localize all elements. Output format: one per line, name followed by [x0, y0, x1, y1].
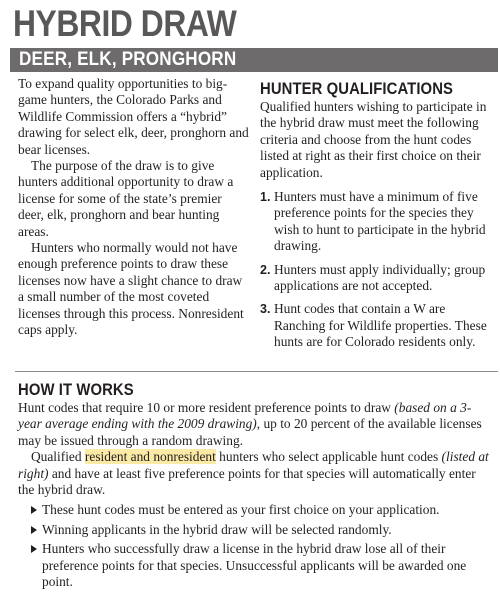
qualification-text: Hunters must apply individually; group applications are not accepted.: [274, 261, 486, 294]
text-run: hunters who select applicable hunt codes: [215, 449, 442, 465]
qualifications-column: [260, 79, 494, 358]
qualification-number: 2.: [260, 262, 271, 277]
triangle-bullet-icon: [31, 526, 37, 534]
how-it-works-bullets: [18, 502, 494, 590]
how-it-works-heading: HOW IT WORKS: [18, 381, 134, 399]
qualifications-intro: Qualified hunters wishing to participate in the hybrid draw must meet the following criteria and choose from the hunt codes listed at right as their first choice on their application.: [260, 99, 487, 180]
intro-paragraph-2: The purpose of the draw is to give hunters additional opportunity to draw a license for some of the state’s premier deer, elk, pronghorn and bear hunting areas.: [18, 158, 234, 239]
qualification-item: [260, 301, 494, 350]
subtitle-bar: [10, 48, 498, 72]
qualification-text: Hunt codes that contain a W are Ranching for Wildlife properties. These hunts are for Colorado residents only.: [274, 301, 487, 350]
qualification-item: [260, 189, 494, 255]
text-run: and have at least five preference points for that species will automatically enter the hybrid draw.: [18, 465, 476, 498]
how-it-works-paragraph-2: [18, 449, 494, 498]
bullet-text: Winning applicants in the hybrid draw will be selected randomly.: [42, 521, 392, 537]
bullet-item: [18, 502, 494, 518]
qualification-number: 1.: [260, 190, 271, 205]
section-divider: [15, 371, 498, 372]
qualification-text: Hunters must have a minimum of five preference points for the species they wish to hunt to participate in the hybrid drawing.: [274, 189, 486, 254]
text-run: Qualified: [31, 449, 85, 465]
intro-paragraph-1: To expand quality opportunities to big-game hunters, the Colorado Parks and Wildlife Commission offers a “hybrid” drawing for select elk, deer, pronghorn and bear licenses.: [18, 76, 249, 157]
subtitle: DEER, ELK, PRONGHORN: [19, 49, 237, 70]
qualification-item: [260, 262, 494, 295]
bullet-item: [18, 541, 494, 590]
bullet-item: [18, 522, 494, 538]
text-run: Hunt codes that require 10 or more resident preference points to draw: [18, 400, 395, 415]
italic-note: (based on a 3-year average ending with the 2009 drawing): [18, 400, 472, 432]
triangle-bullet-icon: [31, 545, 37, 553]
qualifications-heading: HUNTER QUALIFICATIONS: [260, 80, 454, 98]
intro-column: [18, 76, 250, 339]
triangle-bullet-icon: [31, 506, 37, 514]
how-it-works-paragraph-1: [18, 400, 494, 449]
how-it-works-section: [18, 380, 494, 593]
page-title: HYBRID DRAW: [13, 3, 237, 44]
qualification-number: 3.: [260, 302, 271, 317]
qualifications-list: [260, 189, 494, 351]
bullet-text: Hunters who successfully draw a license in the hybrid draw lose all of their preference points for that species. Unsuccessful applicants will be awarded one point.: [42, 541, 467, 590]
highlighted-text: resident and nonresident: [84, 449, 216, 465]
italic-note: (listed at right): [18, 449, 489, 481]
text-run: , up to 20 percent of the available licenses may be issued through a random drawing.: [18, 416, 482, 448]
intro-paragraph-3: Hunters who normally would not have enough preference points to draw these licenses now have a slight chance to draw a small number of the most coveted licenses through this process. Nonresident caps apply.: [18, 240, 244, 338]
bullet-text: These hunt codes must be entered as your first choice on your application.: [42, 502, 440, 518]
